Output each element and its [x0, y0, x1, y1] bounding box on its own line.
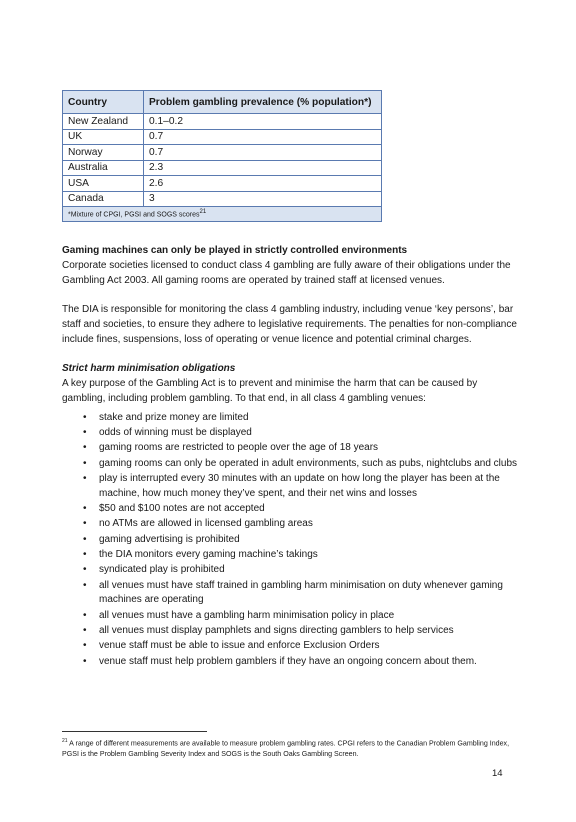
paragraph-spacer — [62, 288, 518, 303]
list-item: • gaming advertising is prohibited — [99, 533, 518, 548]
table-note-footnote-ref: 21 — [199, 209, 207, 216]
body-content — [62, 244, 518, 670]
table-note — [63, 207, 382, 222]
paragraph-dia-responsibility: The DIA is responsible for monitoring the class 4 gambling industry, including venue ‘key persons’, bar staff and societies, to ensure they adhere to legislative requirements. The penalties for non-compliance include fines, suspensions, loss of operating or venue licence and potential criminal charges. — [62, 304, 517, 345]
paragraph-harm-intro: A key purpose of the Gambling Act is to prevent and minimise the harm that can be caused by gambling, including problem gambling. To that end, in all class 4 gambling venues: — [62, 378, 478, 404]
list-item: • syndicated play is prohibited — [99, 563, 518, 578]
list-item: • stake and prize money are limited — [99, 411, 518, 426]
page-number: 14 — [492, 768, 503, 779]
prevalence-table — [62, 90, 382, 222]
harm-minimisation-list — [62, 411, 518, 670]
country-cell: Australia — [63, 160, 144, 176]
list-item: • venue staff must help problem gamblers if they have an ongoing concern about them. — [99, 655, 518, 670]
country-cell: Norway — [63, 145, 144, 161]
prevalence-cell: 2.6 — [144, 176, 382, 192]
list-item: • no ATMs are allowed in licensed gambling areas — [99, 517, 518, 532]
list-item: • odds of winning must be displayed — [99, 426, 518, 441]
country-cell: UK — [63, 129, 144, 145]
list-item: • all venues must display pamphlets and signs directing gamblers to help services — [99, 624, 518, 639]
section-heading-controlled-environments: Gaming machines can only be played in strictly controlled environments — [62, 245, 408, 256]
list-item: • gaming rooms are restricted to people over the age of 18 years — [99, 441, 518, 456]
table-row — [63, 145, 382, 161]
prevalence-cell: 2.3 — [144, 160, 382, 176]
prevalence-cell: 3 — [144, 191, 382, 207]
table-note-text: *Mixture of CPGI, PGSI and SOGS scores — [68, 211, 200, 219]
footnote-divider — [62, 731, 207, 732]
table-row — [63, 160, 382, 176]
footnote-text: A range of different measurements are available to measure problem gambling rates. CPGI refers to the Canadian Problem Gambling Index, PGSI is the Problem Gambling Severity Index and SOGS is the South Oaks Gambling Screen. — [62, 739, 510, 759]
prevalence-cell: 0.1–0.2 — [144, 114, 382, 130]
footnote-number: 21 — [62, 738, 68, 744]
prevalence-table-container — [62, 90, 382, 222]
column-header-country: Country — [63, 91, 144, 114]
paragraph-spacer — [62, 348, 518, 363]
prevalence-cell: 0.7 — [144, 145, 382, 161]
paragraph-obligations: Corporate societies licensed to conduct class 4 gambling are fully aware of their obligations under the Gambling Act 2003. All gaming rooms are operated by trained staff at licensed venues. — [62, 259, 511, 286]
footnote — [62, 736, 522, 760]
list-item: • all venues must have a gambling harm minimisation policy in place — [99, 609, 518, 624]
table-note-row — [63, 207, 382, 222]
table-row — [63, 176, 382, 192]
country-cell: USA — [63, 176, 144, 192]
list-item: • play is interrupted every 30 minutes with an update on how long the player has been at the machine, how much money they’ve spent, and their net wins and losses — [99, 472, 518, 502]
country-cell: New Zealand — [63, 114, 144, 130]
table-row — [63, 191, 382, 207]
list-item: • gaming rooms can only be operated in adult environments, such as pubs, nightclubs and clubs — [99, 457, 518, 472]
table-header-row — [63, 91, 382, 114]
table-row — [63, 114, 382, 130]
prevalence-cell: 0.7 — [144, 129, 382, 145]
list-item: • the DIA monitors every gaming machine’s takings — [99, 548, 518, 563]
country-cell: Canada — [63, 191, 144, 207]
section-heading-harm-minimisation: Strict harm minimisation obligations — [62, 363, 236, 375]
list-item: • $50 and $100 notes are not accepted — [99, 502, 518, 517]
table-row — [63, 129, 382, 145]
list-item: • all venues must have staff trained in gambling harm minimisation on duty whenever gaming machines are operating — [99, 579, 518, 609]
list-item: • venue staff must be able to issue and enforce Exclusion Orders — [99, 639, 518, 654]
column-header-prevalence: Problem gambling prevalence (% population*) — [144, 91, 382, 114]
